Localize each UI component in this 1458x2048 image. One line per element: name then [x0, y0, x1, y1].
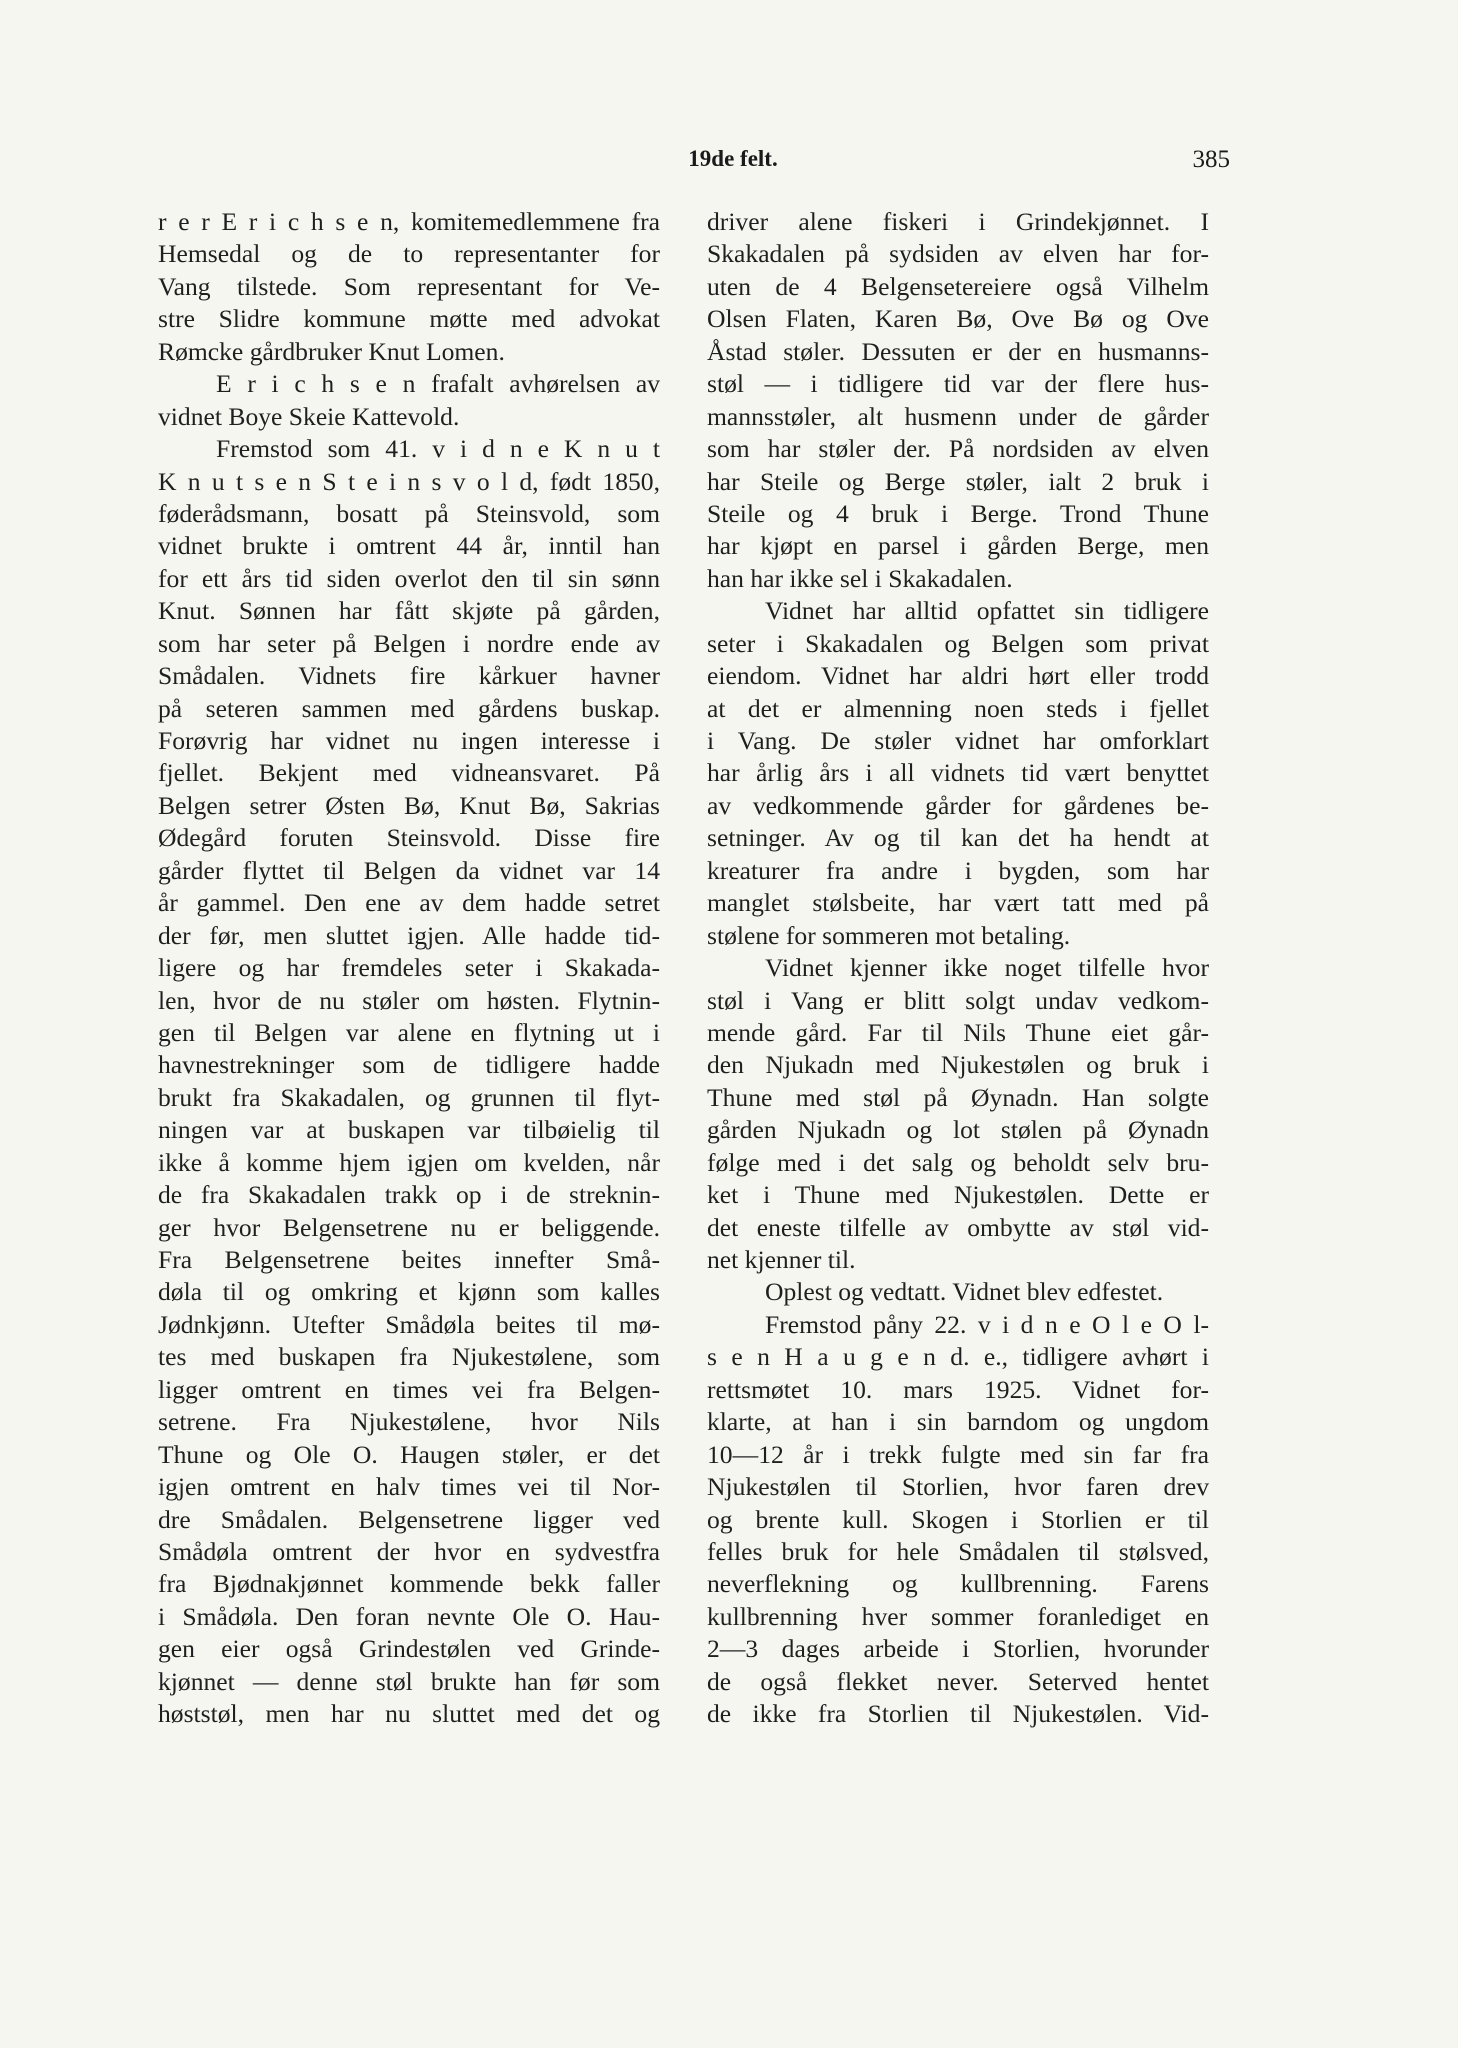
text-line: mende gård. Far til Nils Thune eiet går-: [707, 1017, 1209, 1047]
text-line: Thune og Ole O. Haugen støler, er det: [158, 1439, 660, 1469]
text-line: Vang tilstede. Som representant for Ve-: [158, 271, 660, 301]
text-line: setninger. Av og til kan det ha hendt at: [707, 823, 1209, 853]
text-line: som har seter på Belgen i nordre ende av: [158, 628, 660, 658]
text-line: Oplest og vedtatt. Vidnet blev edfestet.: [765, 1277, 1164, 1307]
text-line: har årlig års i all vidnets tid vært benyttet: [707, 758, 1209, 788]
text-line: Njukestølen til Storlien, hvor faren drev: [707, 1472, 1209, 1502]
text-line: på seteren sammen med gårdens buskap.: [158, 693, 660, 723]
text-line: den Njukadn med Njukestølen og bruk i: [707, 1050, 1209, 1080]
text-line: kjønnet — denne støl brukte han før som: [158, 1666, 660, 1696]
text-line: dre Smådalen. Belgensetrene ligger ved: [158, 1504, 660, 1534]
text-line: Smådalen. Vidnets fire kårkuer havner: [158, 661, 660, 691]
text-line: ningen var at buskapen var tilbøielig til: [158, 1115, 660, 1145]
text-line: Olsen Flaten, Karen Bø, Ove Bø og Ove: [707, 304, 1209, 334]
text-line: de fra Skakadalen trakk op i de streknin-: [158, 1180, 660, 1210]
text-line: at det er almenning noen steds i fjellet: [707, 693, 1209, 723]
text-line: vidnet brukte i omtrent 44 år, inntil han: [158, 531, 660, 561]
text-line: de ikke fra Storlien til Njukestølen. Vid-: [707, 1699, 1209, 1729]
text-line: ligger omtrent en times vei fra Belgen-: [158, 1374, 660, 1404]
text-line: Vidnet kjenner ikke noget tilfelle hvor: [765, 953, 1209, 983]
text-line: seter i Skakadalen og Belgen som privat: [707, 628, 1209, 658]
running-title: 19de felt.: [688, 146, 778, 171]
text-line: mannsstøler, alt husmenn under de gårder: [707, 401, 1209, 431]
text-line: Steile og 4 bruk i Berge. Trond Thune: [707, 498, 1209, 528]
text-line: i Vang. De støler vidnet har omforklart: [707, 726, 1209, 755]
text-line: brukt fra Skakadalen, og grunnen til flyt-: [158, 1082, 660, 1112]
text-line: føderådsmann, bosatt på Steinsvold, som: [158, 498, 660, 528]
text-line: setrene. Fra Njukestølene, hvor Nils: [158, 1407, 660, 1437]
text-line: kullbrenning hver sommer foranlediget en: [707, 1601, 1209, 1631]
text-line: Fra Belgensetrene beites innefter Små-: [158, 1245, 660, 1274]
text-line: og brente kull. Skogen i Storlien er til: [707, 1504, 1209, 1534]
text-line: gen til Belgen var alene en flytning ut i: [158, 1017, 660, 1047]
text-line: det eneste tilfelle av ombytte av støl vid-: [707, 1212, 1209, 1242]
text-line: tes med buskapen fra Njukestølene, som: [158, 1342, 660, 1372]
text-line: fjellet. Bekjent med vidneansvaret. På: [158, 758, 660, 788]
text-line: rettsmøtet 10. mars 1925. Vidnet for-: [707, 1374, 1209, 1404]
text-line: K n u t s e n S t e i n s v o l d, født 1850,: [158, 466, 660, 496]
text-line: havnestrekninger som de tidligere hadde: [158, 1050, 660, 1080]
text-line: Belgen setrer Østen Bø, Knut Bø, Sakrias: [158, 790, 660, 820]
text-line: høststøl, men har nu sluttet med det og: [158, 1699, 660, 1729]
text-line: ikke å komme hjem igjen om kvelden, når: [158, 1147, 660, 1177]
text-line: Fremstod som 41. v i d n e K n u t: [216, 434, 660, 464]
text-line: s e n H a u g e n d. e., tidligere avhørt i: [707, 1342, 1209, 1372]
text-line: kreaturer fra andre i bygden, som har: [707, 855, 1209, 885]
text-line: gården Njukadn og lot stølen på Øynadn: [707, 1115, 1209, 1145]
text-line: som har støler der. På nordsiden av elven: [707, 434, 1209, 464]
text-line: Hemsedal og de to representanter for: [158, 239, 660, 269]
text-line: Jødnkjønn. Utefter Smådøla beites til mø-: [158, 1309, 660, 1339]
left-column: [158, 206, 660, 1731]
page-number: 385: [1192, 146, 1230, 173]
text-line: Vidnet har alltid opfattet sin tidligere: [765, 596, 1209, 626]
text-line: ger hvor Belgensetrene nu er beliggende.: [158, 1212, 660, 1242]
text-line: Smådøla omtrent der hvor en sydvestfra: [158, 1536, 660, 1566]
text-line: Thune med støl på Øynadn. Han solgte: [707, 1082, 1209, 1112]
text-line: Åstad støler. Dessuten er der en husmanns-: [707, 336, 1209, 366]
page-header: [158, 146, 1308, 186]
text-line: for ett års tid siden overlot den til sin sønn: [158, 563, 660, 593]
text-line: driver alene fiskeri i Grindekjønnet. I: [707, 207, 1209, 236]
text-line: Forøvrig har vidnet nu ingen interesse i: [158, 726, 660, 755]
text-line: 2—3 dages arbeide i Storlien, hvorunder: [707, 1634, 1209, 1664]
text-line: Skakadalen på sydsiden av elven har for-: [707, 239, 1209, 269]
text-line: de også flekket never. Seterved hentet: [707, 1666, 1209, 1696]
text-line: der før, men sluttet igjen. Alle hadde tid-: [158, 920, 660, 950]
text-line: døla til og omkring et kjønn som kalles: [158, 1277, 660, 1307]
text-line: stølene for sommeren mot betaling.: [707, 920, 1071, 950]
text-line: len, hvor de nu støler om høsten. Flytnin-: [158, 985, 660, 1015]
text-line: E r i c h s e n frafalt avhørelsen av: [216, 369, 660, 399]
text-line: fra Bjødnakjønnet kommende bekk faller: [158, 1569, 660, 1599]
text-line: ket i Thune med Njukestølen. Dette er: [707, 1180, 1209, 1210]
text-line: stre Slidre kommune møtte med advokat: [158, 304, 660, 334]
text-line: Rømcke gårdbruker Knut Lomen.: [158, 336, 505, 366]
text-line: klarte, at han i sin barndom og ungdom: [707, 1407, 1209, 1437]
text-line: han har ikke sel i Skakadalen.: [707, 563, 1013, 593]
text-line: av vedkommende gårder for gårdenes be-: [707, 790, 1209, 820]
text-line: vidnet Boye Skeie Kattevold.: [158, 401, 460, 431]
text-line: eiendom. Vidnet har aldri hørt eller trodd: [707, 661, 1209, 691]
text-line: år gammel. Den ene av dem hadde setret: [158, 888, 660, 918]
text-line: neverflekning og kullbrenning. Farens: [707, 1569, 1209, 1599]
text-line: i Smådøla. Den foran nevnte Ole O. Hau-: [158, 1601, 660, 1631]
text-line: gårder flyttet til Belgen da vidnet var 14: [158, 855, 660, 885]
text-line: Knut. Sønnen har fått skjøte på gården,: [158, 596, 660, 626]
text-line: r e r E r i c h s e n, komitemedlemmene fra: [158, 207, 660, 236]
text-line: manglet stølsbeite, har vært tatt med på: [707, 888, 1209, 918]
text-line: følge med i det salg og beholdt selv bru-: [707, 1147, 1209, 1177]
text-line: net kjenner til.: [707, 1245, 856, 1274]
text-line: har kjøpt en parsel i gården Berge, men: [707, 531, 1209, 561]
text-line: har Steile og Berge støler, ialt 2 bruk i: [707, 466, 1209, 496]
text-line: Fremstod påny 22. v i d n e O l e O l-: [765, 1309, 1209, 1339]
text-line: gen eier også Grindestølen ved Grinde-: [158, 1634, 660, 1664]
text-line: støl — i tidligere tid var der flere hus-: [707, 369, 1209, 399]
text-line: uten de 4 Belgensetereiere også Vilhelm: [707, 271, 1209, 301]
text-line: 10—12 år i trekk fulgte med sin far fra: [707, 1439, 1209, 1469]
text-line: Ødegård foruten Steinsvold. Disse fire: [158, 823, 660, 853]
text-line: igjen omtrent en halv times vei til Nor-: [158, 1472, 660, 1502]
text-line: støl i Vang er blitt solgt undav vedkom-: [707, 985, 1209, 1015]
text-line: felles bruk for hele Smådalen til stølsved,: [707, 1536, 1209, 1566]
text-line: ligere og har fremdeles seter i Skakada-: [158, 953, 660, 983]
right-column: [707, 206, 1209, 1731]
